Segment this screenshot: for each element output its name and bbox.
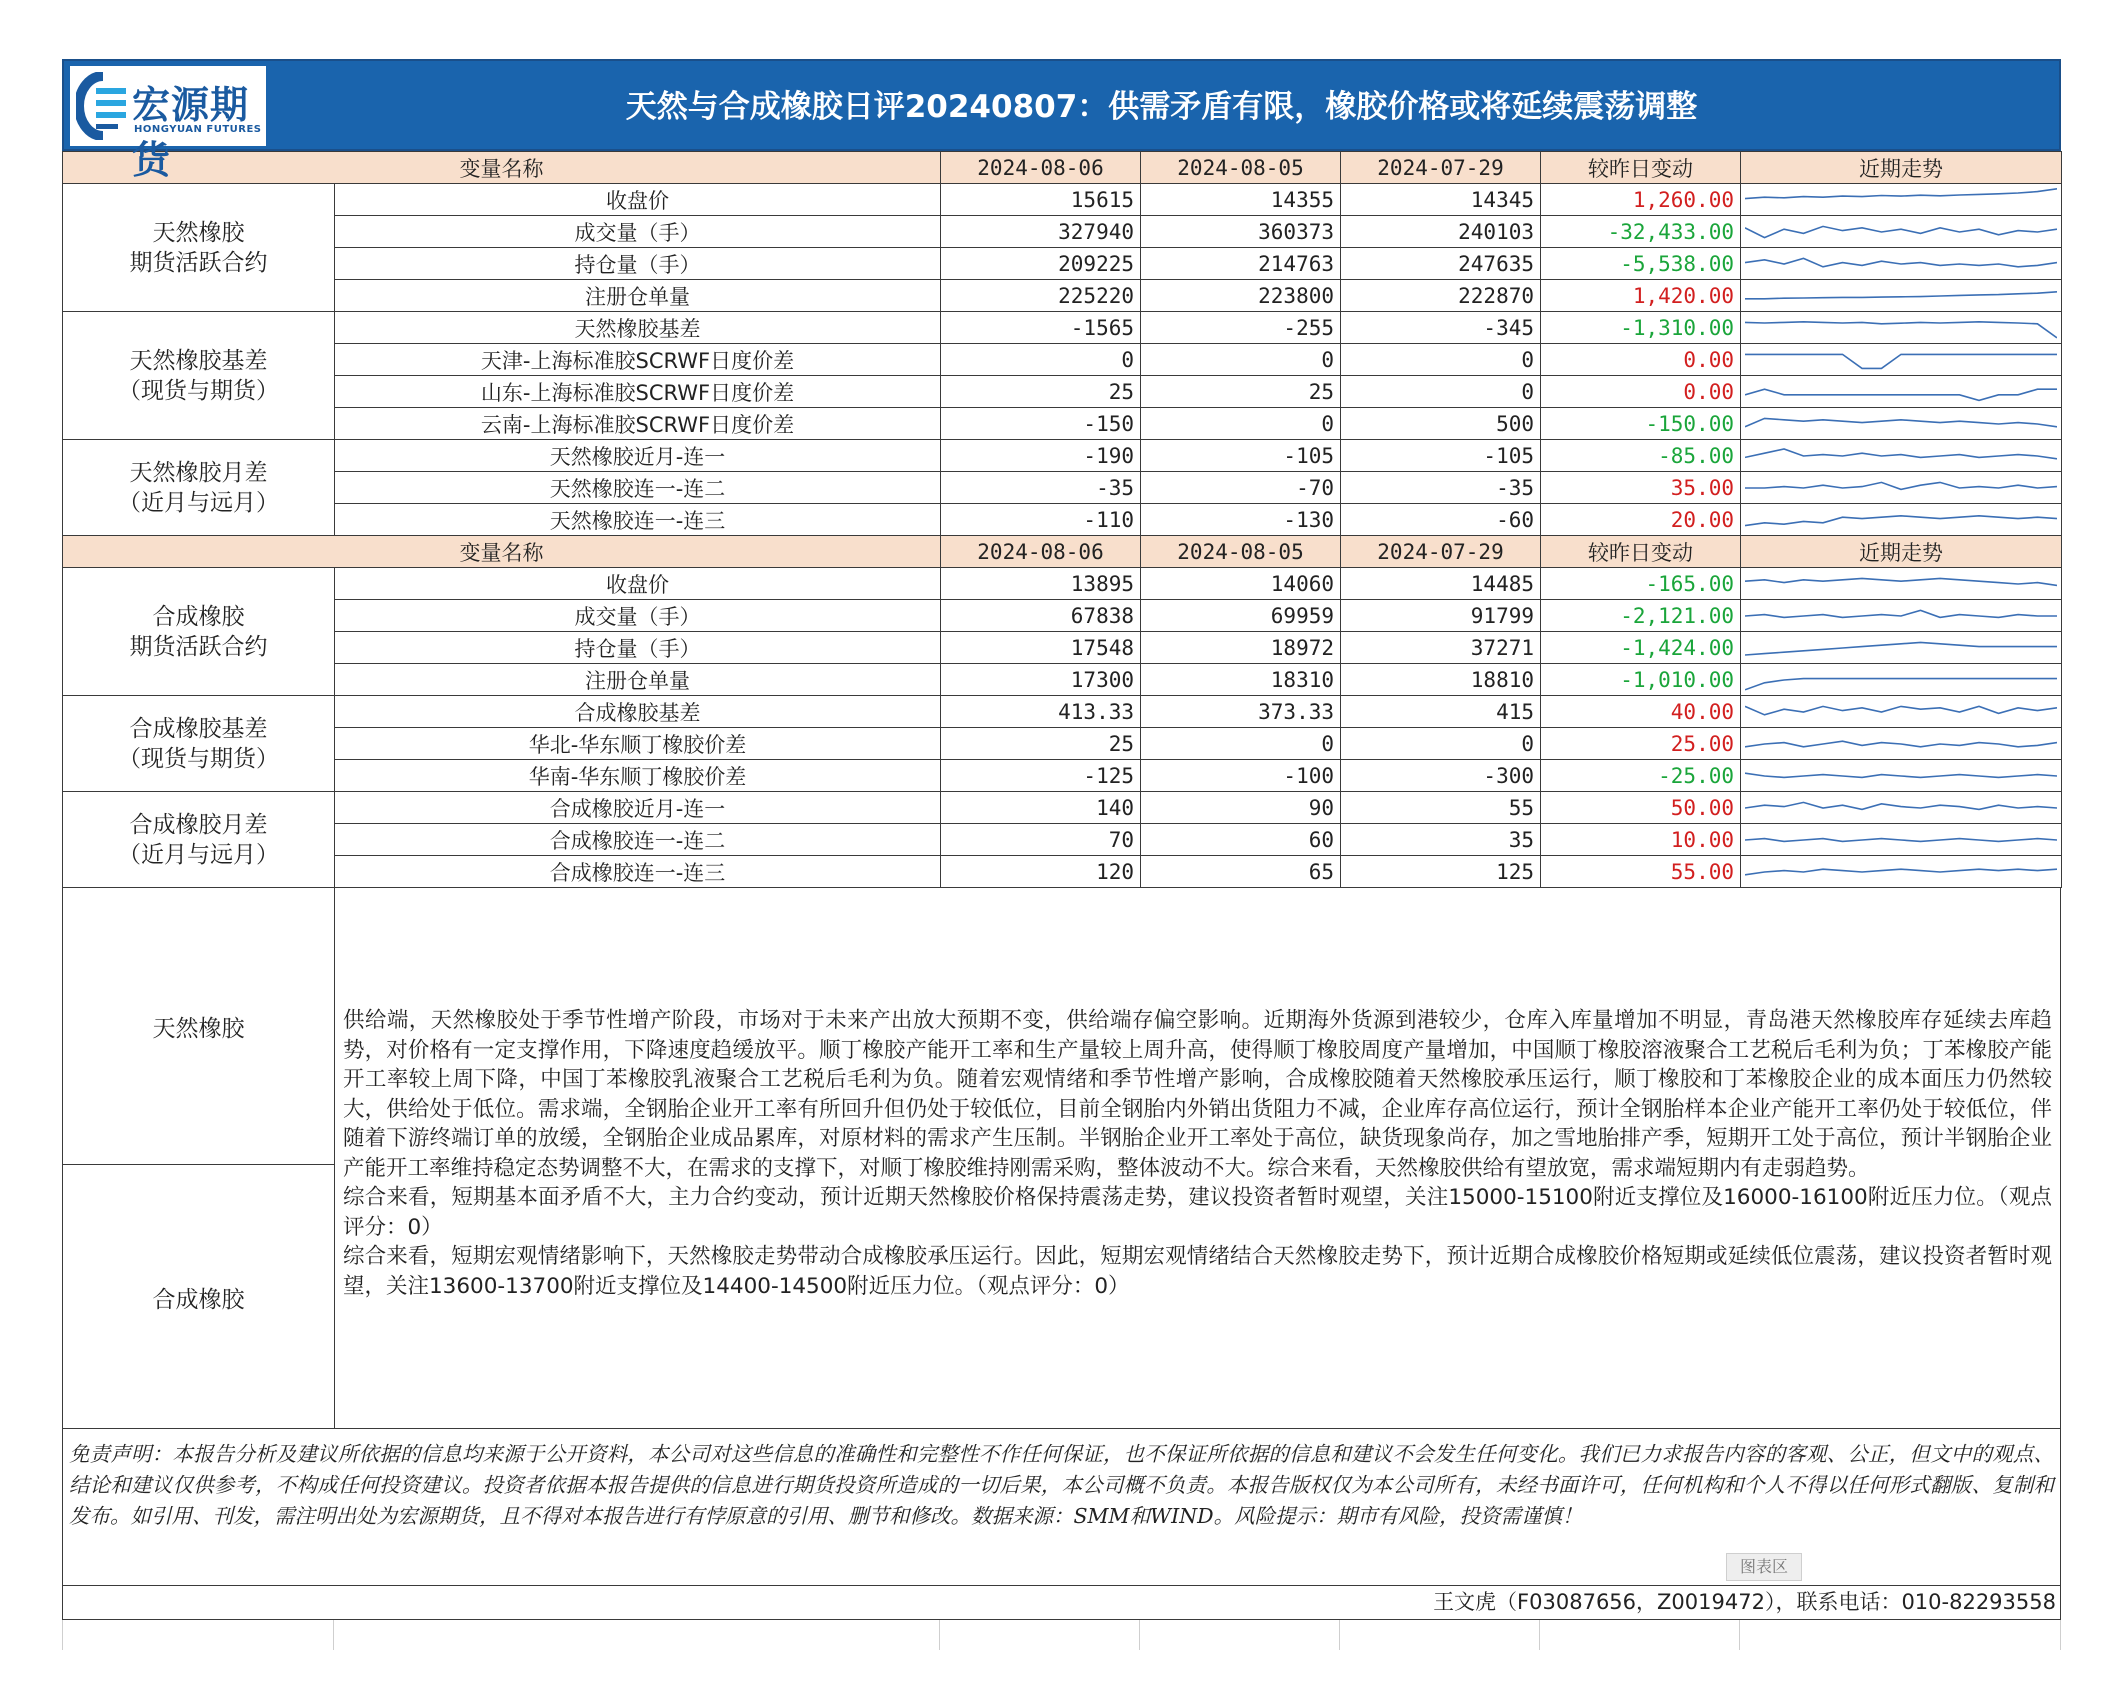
value-cell: 65	[1141, 856, 1341, 888]
group-label-line: 天然橡胶	[152, 219, 245, 246]
value-cell: -1565	[941, 312, 1141, 344]
sparkline-cell	[1741, 440, 2062, 472]
header-var-name: 变量名称	[63, 536, 941, 568]
logo-text-en: HONGYUAN FUTURES	[134, 124, 262, 135]
value-cell: 25	[941, 728, 1141, 760]
value-cell: 247635	[1341, 248, 1541, 280]
header-var-name: 变量名称	[63, 152, 941, 184]
variable-name: 天然橡胶连一-连二	[335, 472, 941, 504]
change-cell: 10.00	[1541, 824, 1741, 856]
trend-sparkline	[1745, 186, 2057, 214]
sparkline-path	[1745, 418, 2057, 426]
logo-text-cn: 宏源期货	[132, 83, 250, 182]
value-cell: -100	[1141, 760, 1341, 792]
sparkline-cell	[1741, 184, 2062, 216]
variable-name: 天然橡胶基差	[335, 312, 941, 344]
value-cell: 0	[1141, 728, 1341, 760]
sparkline-cell	[1741, 696, 2062, 728]
change-cell: -1,424.00	[1541, 632, 1741, 664]
sparkline-path	[1745, 838, 2057, 841]
value-cell: 209225	[941, 248, 1141, 280]
sparkline-cell	[1741, 248, 2062, 280]
sparkline-path	[1745, 389, 2057, 400]
variable-name: 注册仓单量	[335, 664, 941, 696]
chart-area-tag[interactable]: 图表区	[1726, 1553, 1802, 1581]
group-label	[63, 696, 335, 792]
variable-name: 收盘价	[335, 184, 941, 216]
trend-sparkline	[1745, 634, 2057, 662]
value-cell: -300	[1341, 760, 1541, 792]
change-cell: -1,010.00	[1541, 664, 1741, 696]
change-cell: -165.00	[1541, 568, 1741, 600]
change-cell: -85.00	[1541, 440, 1741, 472]
group-label-line: （近月与远月）	[118, 489, 279, 516]
value-cell: 373.33	[1141, 696, 1341, 728]
trend-sparkline	[1745, 570, 2057, 598]
sparkline-cell	[1741, 344, 2062, 376]
variable-name: 合成橡胶连一-连二	[335, 824, 941, 856]
value-cell: 214763	[1141, 248, 1341, 280]
trend-sparkline	[1745, 442, 2057, 470]
variable-name: 收盘价	[335, 568, 941, 600]
value-cell: 0	[941, 344, 1141, 376]
value-cell: 0	[1341, 344, 1541, 376]
table-header-row	[63, 152, 2062, 184]
disclaimer-text: 免责声明：本报告分析及建议所依据的信息均来源于公开资料，本公司对这些信息的准确性和完整性不作任何保证，也不保证所依据的信息和建议不会发生任何变化。我们已力求报告内容的客观、公正，但文中的观点、结论和建议仅供参考，不构成任何投资建议。投资者依据本报告提供的信息进行期货投资所造成的一切后果，本公司概不负责。本报告版权仅为本公司所有，未经书面许可，任何机构和个人不得以任何形式翻版、复制和发布。如引用、刊发，需注明出处为宏源期货，且不得对本报告进行有悖原意的引用、删节和修改。数据来源：SMM和WIND。风险提示：期市有风险，投资需谨慎！	[69, 1442, 2054, 1528]
disclaimer	[62, 1429, 2061, 1586]
value-cell: 18310	[1141, 664, 1341, 696]
sparkline-cell	[1741, 312, 2062, 344]
trend-sparkline	[1745, 346, 2057, 374]
header-change: 较昨日变动	[1541, 536, 1741, 568]
change-cell: 35.00	[1541, 472, 1741, 504]
gridline	[62, 1620, 63, 1650]
commentary-paragraph: 综合来看，短期基本面矛盾不大，主力合约变动，预计近期天然橡胶价格保持震荡走势，建议投资者暂时观望，关注15000-15100附近支撑位及16000-16100附近压力位。（观点评分：0）	[343, 1185, 2052, 1240]
sparkline-path	[1745, 802, 2057, 809]
sparkline-cell	[1741, 600, 2062, 632]
sparkline-cell	[1741, 376, 2062, 408]
sparkline-path	[1745, 642, 2057, 655]
logo-emblem-icon	[76, 72, 130, 140]
group-label-line: 期货活跃合约	[129, 633, 268, 660]
commentary-paragraph: 综合来看，短期宏观情绪影响下，天然橡胶走势带动合成橡胶承压运行。因此，短期宏观情绪结合天然橡胶走势下，预计近期合成橡胶价格短期或延续低位震荡，建议投资者暂时观望，关注13600-13700附近支撑位及14400-14500附近压力位。（观点评分：0）	[343, 1244, 2052, 1299]
variable-name: 天然橡胶连一-连三	[335, 504, 941, 536]
commentary-divider	[63, 1164, 334, 1165]
change-cell: 55.00	[1541, 856, 1741, 888]
group-label	[63, 312, 335, 440]
group-label	[63, 568, 335, 696]
header-date: 2024-08-06	[941, 536, 1141, 568]
table-header-row	[63, 536, 2062, 568]
group-label-line: 合成橡胶月差	[129, 811, 268, 838]
sparkline-cell	[1741, 568, 2062, 600]
value-cell: -60	[1341, 504, 1541, 536]
group-label	[63, 792, 335, 888]
table-row	[63, 760, 2062, 792]
value-cell: 35	[1341, 824, 1541, 856]
variable-name: 合成橡胶连一-连三	[335, 856, 941, 888]
value-cell: 14060	[1141, 568, 1341, 600]
sparkline-path	[1745, 188, 2057, 198]
group-label-line: （近月与远月）	[118, 841, 279, 868]
sparkline-path	[1745, 258, 2057, 266]
trend-sparkline	[1745, 410, 2057, 438]
value-cell: 14345	[1341, 184, 1541, 216]
table-row	[63, 568, 2062, 600]
variable-name: 成交量（手）	[335, 600, 941, 632]
value-cell: -190	[941, 440, 1141, 472]
trend-sparkline	[1745, 314, 2057, 342]
value-cell: -105	[1141, 440, 1341, 472]
commentary-panel	[62, 888, 2061, 1429]
variable-name: 合成橡胶近月-连一	[335, 792, 941, 824]
table-row	[63, 440, 2062, 472]
trend-sparkline	[1745, 250, 2057, 278]
table-row	[63, 184, 2062, 216]
sheet-gridlines	[62, 1620, 2061, 1650]
sparkline-path	[1745, 678, 2057, 689]
sparkline-cell	[1741, 280, 2062, 312]
change-cell: 1,260.00	[1541, 184, 1741, 216]
trend-sparkline	[1745, 282, 2057, 310]
value-cell: 90	[1141, 792, 1341, 824]
gridline	[2060, 1620, 2061, 1650]
sparkline-cell	[1741, 792, 2062, 824]
header-change: 较昨日变动	[1541, 152, 1741, 184]
change-cell: 20.00	[1541, 504, 1741, 536]
trend-sparkline	[1745, 698, 2057, 726]
trend-sparkline	[1745, 730, 2057, 758]
table-row	[63, 408, 2062, 440]
sparkline-path	[1745, 515, 2057, 525]
value-cell: 0	[1141, 408, 1341, 440]
value-cell: 360373	[1141, 216, 1341, 248]
table-row	[63, 600, 2062, 632]
change-cell: -1,310.00	[1541, 312, 1741, 344]
value-cell: 415	[1341, 696, 1541, 728]
table-row	[63, 728, 2062, 760]
sparkline-path	[1745, 482, 2057, 489]
gridline	[333, 1620, 334, 1650]
report-sheet	[62, 59, 2061, 1650]
table-row	[63, 824, 2062, 856]
trend-sparkline	[1745, 794, 2057, 822]
sparkline-path	[1745, 706, 2057, 714]
sparkline-cell	[1741, 216, 2062, 248]
table-row	[63, 312, 2062, 344]
sparkline-cell	[1741, 632, 2062, 664]
commentary-labels	[63, 888, 335, 1428]
value-cell: 14355	[1141, 184, 1341, 216]
change-cell: -25.00	[1541, 760, 1741, 792]
commentary-paragraph: 供给端，天然橡胶处于季节性增产阶段，市场对于未来产出放大预期不变，供给端存偏空影响。近期海外货源到港较少，仓库入库量增加不明显，青岛港天然橡胶库存延续去库趋势，对价格有一定支撑作用，下降速度趋缓放平。顺丁橡胶产能开工率和生产量较上周升高，使得顺丁橡胶周度产量增加，中国顺丁橡胶溶液聚合工艺税后毛利为负；丁苯橡胶产能开工率较上周下降，中国丁苯橡胶乳液聚合工艺税后毛利为负。随着宏观情绪和季节性增产影响，合成橡胶随着天然橡胶承压运行，顺丁橡胶和丁苯橡胶企业的成本面压力仍然较大，供给处于低位。需求端，全钢胎企业开工率有所回升但仍处于较低位，目前全钢胎内外销出货阻力不减，企业库存高位运行，预计全钢胎样本企业产能开工率仍处于较低位，伴随着下游终端订单的放缓，全钢胎企业成品累库，对原材料的需求产生压制。半钢胎企业开工率处于高位，缺货现象尚存，加之雪地胎排产季，短期开工处于高位，预计半钢胎企业产能开工率维持稳定态势调整不大，在需求的支撑下，对顺丁橡胶维持刚需采购，整体波动不大。综合来看，天然橡胶供给有望放宽，需求端短期内有走弱趋势。	[343, 1008, 2052, 1181]
value-cell: 500	[1341, 408, 1541, 440]
variable-name: 天然橡胶近月-连一	[335, 440, 941, 472]
sparkline-cell	[1741, 408, 2062, 440]
table-row	[63, 472, 2062, 504]
group-label-line: 天然橡胶基差	[129, 347, 268, 374]
change-cell: 0.00	[1541, 344, 1741, 376]
header-trend: 近期走势	[1741, 536, 2062, 568]
value-cell: 69959	[1141, 600, 1341, 632]
value-cell: 14485	[1341, 568, 1541, 600]
variable-name: 成交量（手）	[335, 216, 941, 248]
trend-sparkline	[1745, 218, 2057, 246]
value-cell: -255	[1141, 312, 1341, 344]
value-cell: 55	[1341, 792, 1541, 824]
sparkline-cell	[1741, 824, 2062, 856]
value-cell: 17300	[941, 664, 1141, 696]
change-cell: 25.00	[1541, 728, 1741, 760]
change-cell: 0.00	[1541, 376, 1741, 408]
gridline	[1739, 1620, 1740, 1650]
group-label-line: （现货与期货）	[118, 377, 279, 404]
analyst-contact: 王文虎（F03087656，Z0019472），联系电话：010-82293558	[62, 1586, 2061, 1620]
group-label-line: 合成橡胶基差	[129, 715, 268, 742]
company-logo	[70, 66, 266, 182]
sparkline-path	[1745, 321, 2057, 337]
value-cell: 125	[1341, 856, 1541, 888]
table-row	[63, 280, 2062, 312]
sparkline-path	[1745, 291, 2057, 298]
value-cell: -35	[1341, 472, 1541, 504]
sparkline-cell	[1741, 728, 2062, 760]
sparkline-path	[1745, 449, 2057, 459]
trend-sparkline	[1745, 378, 2057, 406]
value-cell: 413.33	[941, 696, 1141, 728]
trend-sparkline	[1745, 506, 2057, 534]
trend-sparkline	[1745, 858, 2057, 886]
value-cell: 222870	[1341, 280, 1541, 312]
table-row	[63, 248, 2062, 280]
change-cell: -5,538.00	[1541, 248, 1741, 280]
trend-sparkline	[1745, 826, 2057, 854]
group-label	[63, 440, 335, 536]
value-cell: 25	[941, 376, 1141, 408]
table-row	[63, 632, 2062, 664]
value-cell: 0	[1141, 344, 1341, 376]
sparkline-path	[1745, 869, 2057, 875]
change-cell: 50.00	[1541, 792, 1741, 824]
gridline	[1339, 1620, 1340, 1650]
table-row	[63, 376, 2062, 408]
value-cell: 327940	[941, 216, 1141, 248]
sparkline-cell	[1741, 856, 2062, 888]
sparkline-cell	[1741, 760, 2062, 792]
sparkline-path	[1745, 578, 2057, 585]
group-label	[63, 184, 335, 312]
header-date: 2024-08-06	[941, 152, 1141, 184]
value-cell: 91799	[1341, 600, 1541, 632]
trend-sparkline	[1745, 474, 2057, 502]
value-cell: 120	[941, 856, 1141, 888]
group-label-line: 天然橡胶月差	[129, 459, 268, 486]
trend-sparkline	[1745, 762, 2057, 790]
sparkline-cell	[1741, 472, 2062, 504]
value-cell: 18972	[1141, 632, 1341, 664]
value-cell: -125	[941, 760, 1141, 792]
table-row	[63, 344, 2062, 376]
sparkline-path	[1745, 226, 2057, 237]
header-date: 2024-07-29	[1341, 152, 1541, 184]
sparkline-cell	[1741, 664, 2062, 696]
table-row	[63, 504, 2062, 536]
gridline	[1139, 1620, 1140, 1650]
value-cell: -150	[941, 408, 1141, 440]
variable-name: 云南-上海标准胶SCRWF日度价差	[335, 408, 941, 440]
variable-name: 合成橡胶基差	[335, 696, 941, 728]
value-cell: -345	[1341, 312, 1541, 344]
value-cell: 225220	[941, 280, 1141, 312]
change-cell: -150.00	[1541, 408, 1741, 440]
group-label-line: （现货与期货）	[118, 745, 279, 772]
report-title: 天然与合成橡胶日评20240807：供需矛盾有限，橡胶价格或将延续震荡调整	[625, 89, 1698, 125]
trend-sparkline	[1745, 666, 2057, 694]
variable-name: 天津-上海标准胶SCRWF日度价差	[335, 344, 941, 376]
variable-name: 注册仓单量	[335, 280, 941, 312]
commentary-label-synthetic: 合成橡胶	[152, 1287, 245, 1313]
value-cell: -35	[941, 472, 1141, 504]
variable-name: 持仓量（手）	[335, 632, 941, 664]
value-cell: -105	[1341, 440, 1541, 472]
sparkline-path	[1745, 773, 2057, 777]
trend-sparkline	[1745, 602, 2057, 630]
sparkline-path	[1745, 741, 2057, 747]
value-cell: 17548	[941, 632, 1141, 664]
value-cell: 240103	[1341, 216, 1541, 248]
change-cell: 1,420.00	[1541, 280, 1741, 312]
value-cell: 15615	[941, 184, 1141, 216]
variable-name: 山东-上海标准胶SCRWF日度价差	[335, 376, 941, 408]
data-table	[62, 151, 2062, 888]
header-date: 2024-08-05	[1141, 536, 1341, 568]
value-cell: -70	[1141, 472, 1341, 504]
commentary-text	[343, 1006, 2052, 1301]
value-cell: 25	[1141, 376, 1341, 408]
header-date: 2024-07-29	[1341, 536, 1541, 568]
gridline	[939, 1620, 940, 1650]
table-row	[63, 664, 2062, 696]
table-row	[63, 696, 2062, 728]
group-label-line: 合成橡胶	[152, 603, 245, 630]
value-cell: -110	[941, 504, 1141, 536]
sparkline-path	[1745, 354, 2057, 368]
header-trend: 近期走势	[1741, 152, 2062, 184]
table-row	[63, 792, 2062, 824]
header-date: 2024-08-05	[1141, 152, 1341, 184]
value-cell: 0	[1341, 728, 1541, 760]
value-cell: 13895	[941, 568, 1141, 600]
variable-name: 持仓量（手）	[335, 248, 941, 280]
change-cell: -2,121.00	[1541, 600, 1741, 632]
gridline	[1539, 1620, 1540, 1650]
change-cell: 40.00	[1541, 696, 1741, 728]
variable-name: 华南-华东顺丁橡胶价差	[335, 760, 941, 792]
change-cell: -32,433.00	[1541, 216, 1741, 248]
value-cell: 140	[941, 792, 1141, 824]
value-cell: 37271	[1341, 632, 1541, 664]
table-row	[63, 856, 2062, 888]
sparkline-cell	[1741, 504, 2062, 536]
value-cell: -130	[1141, 504, 1341, 536]
commentary-label-natural: 天然橡胶	[152, 1016, 245, 1042]
value-cell: 18810	[1341, 664, 1541, 696]
table-row	[63, 216, 2062, 248]
variable-name: 华北-华东顺丁橡胶价差	[335, 728, 941, 760]
sparkline-path	[1745, 610, 2057, 617]
value-cell: 223800	[1141, 280, 1341, 312]
group-label-line: 期货活跃合约	[129, 249, 268, 276]
value-cell: 70	[941, 824, 1141, 856]
value-cell: 0	[1341, 376, 1541, 408]
value-cell: 60	[1141, 824, 1341, 856]
value-cell: 67838	[941, 600, 1141, 632]
